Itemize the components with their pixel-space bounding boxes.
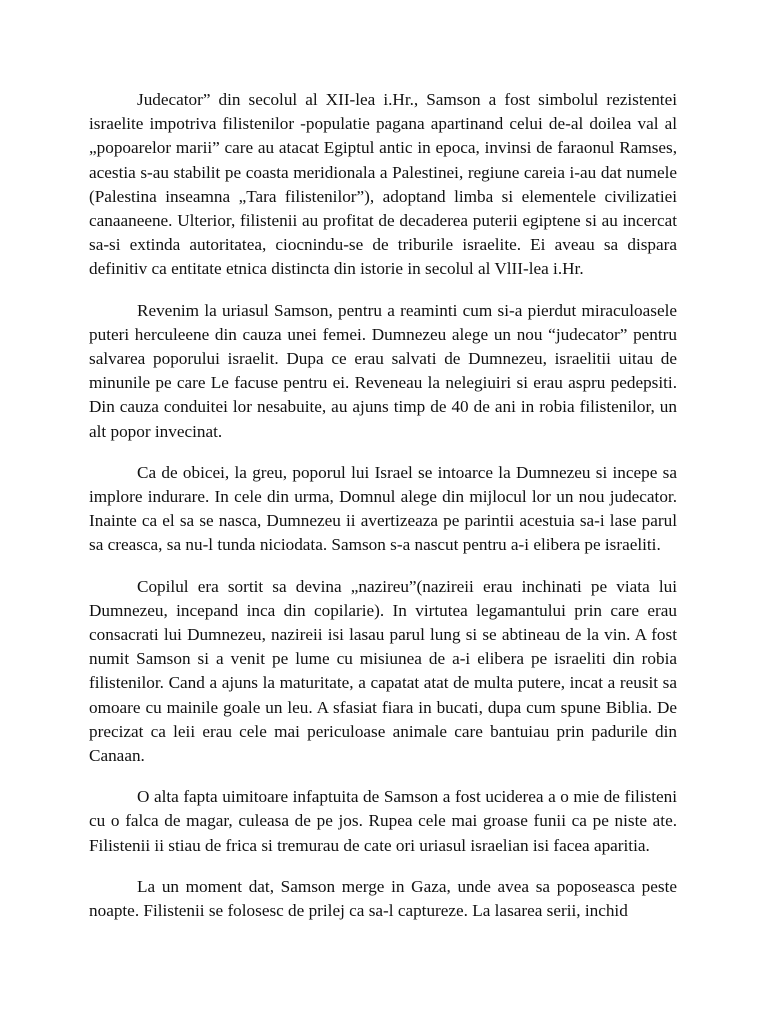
paragraph-2: Revenim la uriasul Samson, pentru a reaminti cum si-a pierdut miraculoasele puteri herculeene din cauza unei femei. Dumnezeu alege un nou “judecator” pentru salvarea poporului israelit. Dupa ce erau salvati de Dumnezeu, israelitii uitau de minunile pe care Le facuse pentru ei. Reveneau la nelegiuiri si erau aspru pedepsiti. Din cauza conduitei lor nesabuite, au ajuns timp de 40 de ani in robia filistenilor, un alt popor invecinat.	[89, 300, 677, 441]
paragraph-4: Copilul era sortit sa devina „nazireu”(nazireii erau inchinati pe viata lui Dumnezeu, incepand inca din copilarie). In virtutea legamantului prin care erau consacrati lui Dumnezeu, nazireii isi lasau parul lung si se abtineau de la vin. A fost numit Samson si a venit pe lume cu misiunea de a-i elibera pe israeliti din robia filistenilor. Cand a ajuns la maturitate, a capatat atat de multa putere, incat a reusit sa omoare cu mainile goale un leu. A sfasiat fiara in bucati, dupa cum spune Biblia. De precizat ca leii erau cele mai periculoase animale care bantuiau prin padurile din Canaan.	[89, 576, 677, 766]
paragraph-5: O alta fapta uimitoare infaptuita de Samson a fost uciderea a o mie de filisteni cu o falca de magar, culeasa de pe jos. Rupea cele mai groase funii ca pe niste ate. Filistenii ii stiau de frica si tremurau de cate ori uriasul israelian isi facea aparitia.	[89, 787, 677, 855]
paragraph-6: La un moment dat, Samson merge in Gaza, unde avea sa poposeasca peste noapte. Filistenii se folosesc de prilej ca sa-l captureze. La lasarea serii, inchid	[89, 876, 677, 921]
paragraph-1: Judecator” din secolul al XII-lea i.Hr., Samson a fost simbolul rezistentei israelite impotriva filistenilor -populatie pagana apartinand celui de-al doilea val al „popoarelor marii” care au atacat Egiptul antic in epoca, invinsi de faraonul Ramses, acestia s-au stabilit pe coasta meridionala a Palestinei, regiune careia i-au dat numele (Palestina inseamna „Tara filistenilor”), adoptand limba si elementele civilizatiei canaaneene. Ulterior, filistenii au profitat de decaderea puterii egiptene si au incercat sa-si extinda autoritatea, ciocnindu-se de triburile israelite. Ei aveau sa dispara definitiv ca entitate etnica distincta din istorie in secolul al VlII-lea i.Hr.	[89, 90, 677, 279]
paragraph-3: Ca de obicei, la greu, poporul lui Israel se intoarce la Dumnezeu si incepe sa implore indurare. In cele din urma, Domnul alege din mijlocul lor un nou judecator. Inainte ca el sa se nasca, Dumnezeu ii avertizeaza pe parintii acestuia sa-i lase parul sa creasca, sa nu-l tunda niciodata. Samson s-a nascut pentru a-i elibera pe israeliti.	[89, 462, 677, 555]
body-text	[89, 88, 677, 940]
